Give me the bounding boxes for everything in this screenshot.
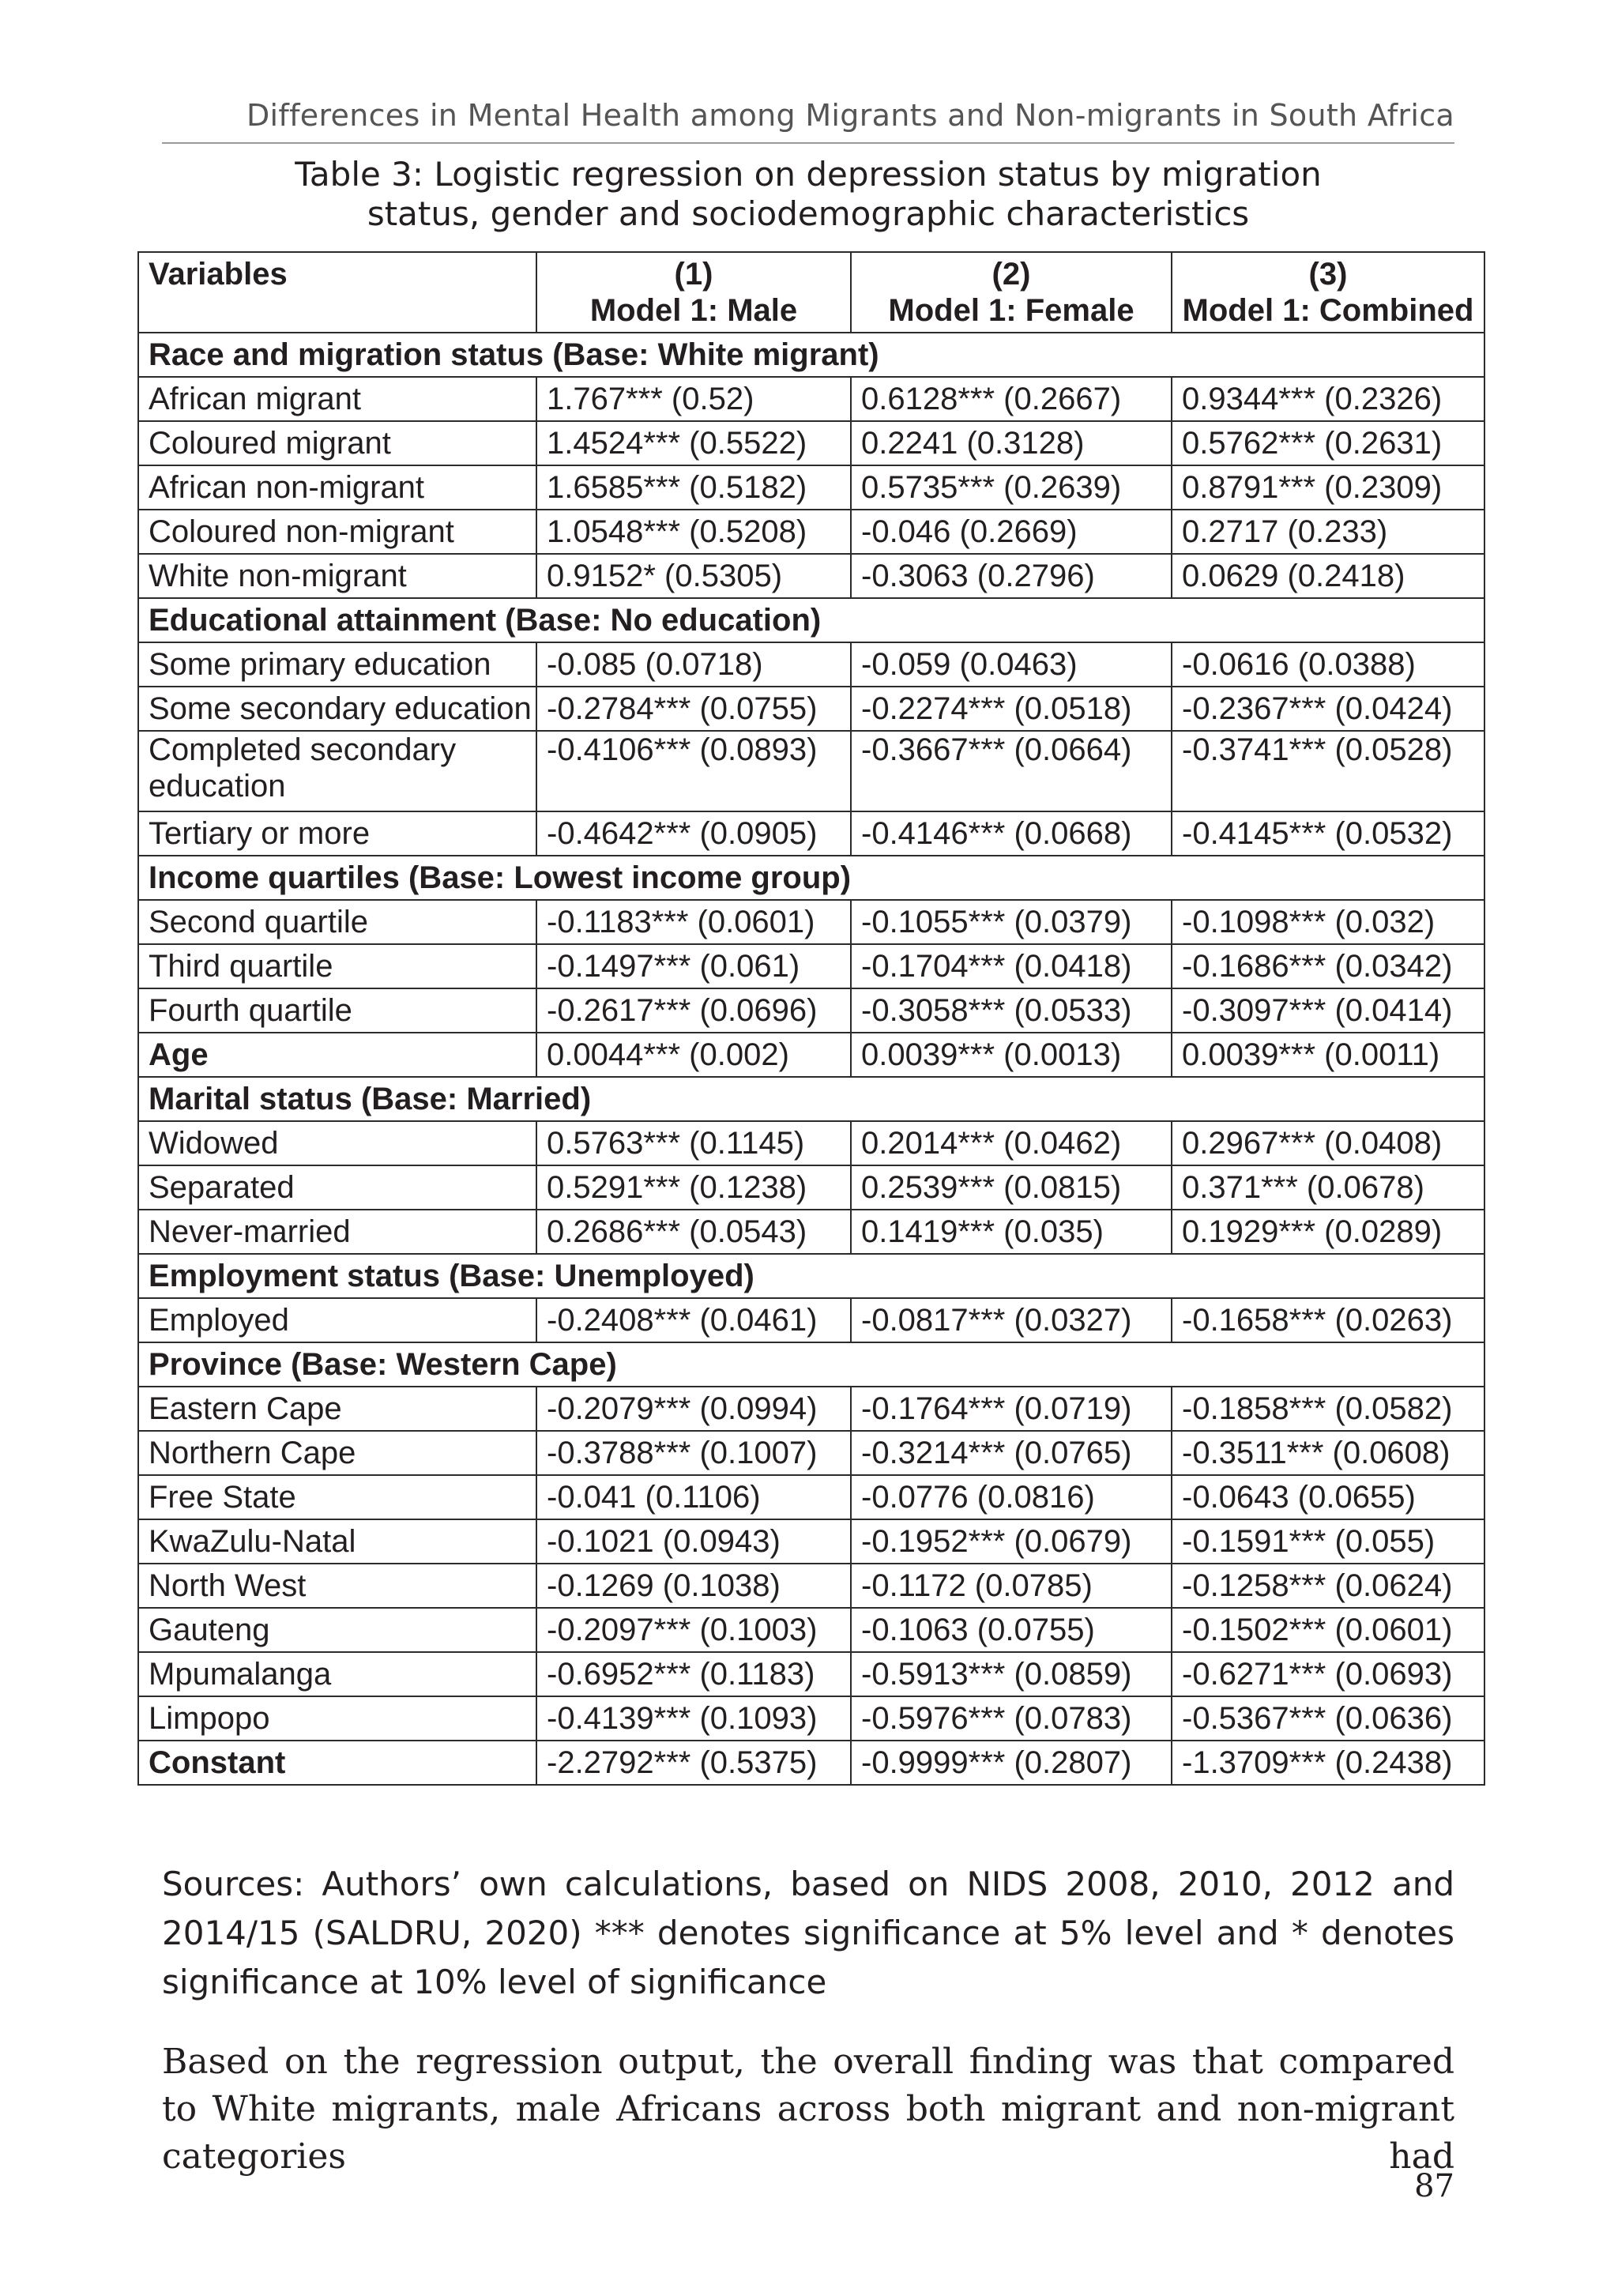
table-group-row: [138, 856, 1484, 900]
table-row: [138, 1210, 1484, 1254]
page-number: 87: [1414, 2168, 1454, 2204]
model-3-header: [1172, 252, 1484, 333]
coefficient-cell-model-2: -0.5913*** (0.0859): [851, 1652, 1172, 1696]
group-label: Employment status (Base: Unemployed): [138, 1254, 1484, 1298]
coefficient-cell-model-1: -0.2097*** (0.1003): [536, 1608, 851, 1652]
coefficient-cell-model-3: -0.1502*** (0.0601): [1172, 1608, 1484, 1652]
coefficient-cell-model-1: -0.4139*** (0.1093): [536, 1696, 851, 1741]
coefficient-cell-model-1: 0.0044*** (0.002): [536, 1033, 851, 1077]
coefficient-cell-model-2: -0.2274*** (0.0518): [851, 687, 1172, 731]
model-1-label: Model 1: Male: [589, 293, 798, 328]
coefficient-cell-model-1: -0.4642*** (0.0905): [536, 811, 851, 856]
table-group-row: [138, 1342, 1484, 1387]
coefficient-cell-model-3: 0.5762*** (0.2631): [1172, 421, 1484, 465]
model-3-label: Model 1: Combined: [1182, 293, 1474, 328]
variable-label: Tertiary or more: [138, 811, 536, 856]
table-row: [138, 1696, 1484, 1741]
coefficient-cell-model-3: 0.0629 (0.2418): [1172, 554, 1484, 598]
running-header: Differences in Mental Health among Migrants and Non-migrants in South Africa: [246, 98, 1454, 133]
sources-note: Sources: Authors’ own calculations, based on NIDS 2008, 2010, 2012 and 2014/15 (SALDRU, 2020) *** denotes significance at 5% level and * denotes significance at 10% level of significance: [162, 1865, 1454, 2001]
variable-label: Mpumalanga: [138, 1652, 536, 1696]
coefficient-cell-model-3: -0.6271*** (0.0693): [1172, 1652, 1484, 1696]
coefficient-cell-model-3: -0.1098*** (0.032): [1172, 900, 1484, 944]
table-row: [138, 900, 1484, 944]
coefficient-cell-model-1: -0.1021 (0.0943): [536, 1519, 851, 1564]
coefficient-cell-model-2: -0.3058*** (0.0533): [851, 988, 1172, 1033]
coefficient-cell-model-3: -0.3097*** (0.0414): [1172, 988, 1484, 1033]
coefficient-cell-model-1: 0.9152* (0.5305): [536, 554, 851, 598]
coefficient-cell-model-3: 0.371*** (0.0678): [1172, 1165, 1484, 1210]
coefficient-cell-model-1: -0.6952*** (0.1183): [536, 1652, 851, 1696]
coefficient-cell-model-1: -0.085 (0.0718): [536, 642, 851, 687]
regression-table: [137, 251, 1485, 1786]
table-row: [138, 1298, 1484, 1342]
body-paragraph: Based on the regression output, the overall finding was that compared to White migrants, male Africans across both migrant and non-migrant categories had: [162, 2042, 1454, 2177]
coefficient-cell-model-2: -0.3214*** (0.0765): [851, 1431, 1172, 1475]
coefficient-cell-model-1: 0.5291*** (0.1238): [536, 1165, 851, 1210]
coefficient-cell-model-2: -0.5976*** (0.0783): [851, 1696, 1172, 1741]
coefficient-cell-model-3: -0.1591*** (0.055): [1172, 1519, 1484, 1564]
table-caption: [162, 155, 1454, 234]
table-row: [138, 642, 1484, 687]
table-row: [138, 554, 1484, 598]
model-2-number: (2): [991, 257, 1031, 292]
coefficient-cell-model-2: -0.3063 (0.2796): [851, 554, 1172, 598]
variable-label: Some primary education: [138, 642, 536, 687]
coefficient-cell-model-2: -0.0776 (0.0816): [851, 1475, 1172, 1519]
coefficient-cell-model-2: -0.1063 (0.0755): [851, 1608, 1172, 1652]
variable-label: Never-married: [138, 1210, 536, 1254]
table-row: [138, 731, 1484, 811]
coefficient-cell-model-3: 0.2717 (0.233): [1172, 510, 1484, 554]
model-2-label: Model 1: Female: [888, 293, 1134, 328]
coefficient-cell-model-2: 0.6128*** (0.2667): [851, 377, 1172, 421]
coefficient-cell-model-1: -0.1497*** (0.061): [536, 944, 851, 988]
coefficient-cell-model-1: -0.1183*** (0.0601): [536, 900, 851, 944]
coefficient-cell-model-3: 0.9344*** (0.2326): [1172, 377, 1484, 421]
variable-label: Completed secondary education: [138, 731, 536, 811]
variable-label: Eastern Cape: [138, 1387, 536, 1431]
table-row: [138, 1033, 1484, 1077]
coefficient-cell-model-1: 0.5763*** (0.1145): [536, 1121, 851, 1165]
coefficient-cell-model-2: 0.2241 (0.3128): [851, 421, 1172, 465]
variable-label: Coloured non-migrant: [138, 510, 536, 554]
variable-label: African non-migrant: [138, 465, 536, 510]
group-label: Educational attainment (Base: No education): [138, 598, 1484, 642]
table-group-row: [138, 1077, 1484, 1121]
table-row: [138, 988, 1484, 1033]
coefficient-cell-model-3: 0.2967*** (0.0408): [1172, 1121, 1484, 1165]
coefficient-cell-model-3: -0.5367*** (0.0636): [1172, 1696, 1484, 1741]
coefficient-cell-model-2: -0.4146*** (0.0668): [851, 811, 1172, 856]
group-label: Marital status (Base: Married): [138, 1077, 1484, 1121]
coefficient-cell-model-1: -0.1269 (0.1038): [536, 1564, 851, 1608]
table-row: [138, 1121, 1484, 1165]
variable-label: Widowed: [138, 1121, 536, 1165]
coefficient-cell-model-2: -0.3667*** (0.0664): [851, 731, 1172, 811]
coefficient-cell-model-1: -0.2079*** (0.0994): [536, 1387, 851, 1431]
variable-label: Second quartile: [138, 900, 536, 944]
group-label: Race and migration status (Base: White migrant): [138, 333, 1484, 377]
variable-label: Constant: [138, 1741, 536, 1785]
coefficient-cell-model-2: -0.0817*** (0.0327): [851, 1298, 1172, 1342]
table-row: [138, 1387, 1484, 1431]
model-2-header: [851, 252, 1172, 333]
table-row: [138, 687, 1484, 731]
variable-label: African migrant: [138, 377, 536, 421]
table-row: [138, 811, 1484, 856]
coefficient-cell-model-3: -0.1258*** (0.0624): [1172, 1564, 1484, 1608]
variables-header: Variables: [138, 252, 536, 333]
coefficient-cell-model-2: -0.1952*** (0.0679): [851, 1519, 1172, 1564]
table-group-row: [138, 598, 1484, 642]
coefficient-cell-model-2: -0.046 (0.2669): [851, 510, 1172, 554]
coefficient-cell-model-2: -0.1764*** (0.0719): [851, 1387, 1172, 1431]
table-row: [138, 1165, 1484, 1210]
coefficient-cell-model-1: -0.4106*** (0.0893): [536, 731, 851, 811]
coefficient-cell-model-1: 1.767*** (0.52): [536, 377, 851, 421]
variable-label: Some secondary education: [138, 687, 536, 731]
coefficient-cell-model-3: 0.1929*** (0.0289): [1172, 1210, 1484, 1254]
variable-label: Limpopo: [138, 1696, 536, 1741]
coefficient-cell-model-3: -0.0616 (0.0388): [1172, 642, 1484, 687]
table-row: [138, 1519, 1484, 1564]
table-group-row: [138, 1254, 1484, 1298]
table-row: [138, 1475, 1484, 1519]
table-row: [138, 1652, 1484, 1696]
coefficient-cell-model-1: 1.0548*** (0.5208): [536, 510, 851, 554]
variable-label: Free State: [138, 1475, 536, 1519]
coefficient-cell-model-2: 0.0039*** (0.0013): [851, 1033, 1172, 1077]
header-rule: [162, 142, 1454, 144]
table-row: [138, 1741, 1484, 1785]
table-row: [138, 944, 1484, 988]
coefficient-cell-model-3: -0.1858*** (0.0582): [1172, 1387, 1484, 1431]
variable-label: KwaZulu-Natal: [138, 1519, 536, 1564]
variable-label: North West: [138, 1564, 536, 1608]
table-body: [138, 333, 1484, 1785]
coefficient-cell-model-1: -0.3788*** (0.1007): [536, 1431, 851, 1475]
coefficient-cell-model-2: -0.1704*** (0.0418): [851, 944, 1172, 988]
coefficient-cell-model-1: -0.2408*** (0.0461): [536, 1298, 851, 1342]
coefficient-cell-model-2: 0.5735*** (0.2639): [851, 465, 1172, 510]
variable-label: White non-migrant: [138, 554, 536, 598]
coefficient-cell-model-1: 1.4524*** (0.5522): [536, 421, 851, 465]
model-3-number: (3): [1308, 257, 1348, 292]
coefficient-cell-model-1: 1.6585*** (0.5182): [536, 465, 851, 510]
variable-label: Separated: [138, 1165, 536, 1210]
table-group-row: [138, 333, 1484, 377]
coefficient-cell-model-3: -0.2367*** (0.0424): [1172, 687, 1484, 731]
model-1-number: (1): [674, 257, 713, 292]
coefficient-cell-model-2: -0.1055*** (0.0379): [851, 900, 1172, 944]
table-row: [138, 421, 1484, 465]
coefficient-cell-model-3: -0.1686*** (0.0342): [1172, 944, 1484, 988]
coefficient-cell-model-2: -0.9999*** (0.2807): [851, 1741, 1172, 1785]
table-row: [138, 510, 1484, 554]
variable-label: Northern Cape: [138, 1431, 536, 1475]
group-label: Province (Base: Western Cape): [138, 1342, 1484, 1387]
model-1-header: [536, 252, 851, 333]
table-header-row: [138, 252, 1484, 333]
coefficient-cell-model-2: 0.1419*** (0.035): [851, 1210, 1172, 1254]
coefficient-cell-model-3: -0.4145*** (0.0532): [1172, 811, 1484, 856]
coefficient-cell-model-3: -0.1658*** (0.0263): [1172, 1298, 1484, 1342]
coefficient-cell-model-1: 0.2686*** (0.0543): [536, 1210, 851, 1254]
variable-label: Third quartile: [138, 944, 536, 988]
table-row: [138, 1608, 1484, 1652]
coefficient-cell-model-2: -0.059 (0.0463): [851, 642, 1172, 687]
table-caption-line-1: Table 3: Logistic regression on depression status by migration: [295, 155, 1322, 194]
coefficient-cell-model-2: -0.1172 (0.0785): [851, 1564, 1172, 1608]
table-row: [138, 465, 1484, 510]
coefficient-cell-model-3: -0.3511*** (0.0608): [1172, 1431, 1484, 1475]
coefficient-cell-model-3: -0.3741*** (0.0528): [1172, 731, 1484, 811]
coefficient-cell-model-3: 0.8791*** (0.2309): [1172, 465, 1484, 510]
variable-label: Employed: [138, 1298, 536, 1342]
table-caption-line-2: status, gender and sociodemographic characteristics: [367, 194, 1250, 233]
coefficient-cell-model-1: -0.2617*** (0.0696): [536, 988, 851, 1033]
variable-label: Gauteng: [138, 1608, 536, 1652]
coefficient-cell-model-3: 0.0039*** (0.0011): [1172, 1033, 1484, 1077]
coefficient-cell-model-3: -0.0643 (0.0655): [1172, 1475, 1484, 1519]
table-row: [138, 1564, 1484, 1608]
coefficient-cell-model-3: -1.3709*** (0.2438): [1172, 1741, 1484, 1785]
coefficient-cell-model-2: 0.2014*** (0.0462): [851, 1121, 1172, 1165]
variable-label: Coloured migrant: [138, 421, 536, 465]
coefficient-cell-model-1: -0.041 (0.1106): [536, 1475, 851, 1519]
table-row: [138, 1431, 1484, 1475]
coefficient-cell-model-1: -0.2784*** (0.0755): [536, 687, 851, 731]
table-row: [138, 377, 1484, 421]
coefficient-cell-model-1: -2.2792*** (0.5375): [536, 1741, 851, 1785]
variable-label: Age: [138, 1033, 536, 1077]
coefficient-cell-model-2: 0.2539*** (0.0815): [851, 1165, 1172, 1210]
group-label: Income quartiles (Base: Lowest income group): [138, 856, 1484, 900]
variable-label: Fourth quartile: [138, 988, 536, 1033]
